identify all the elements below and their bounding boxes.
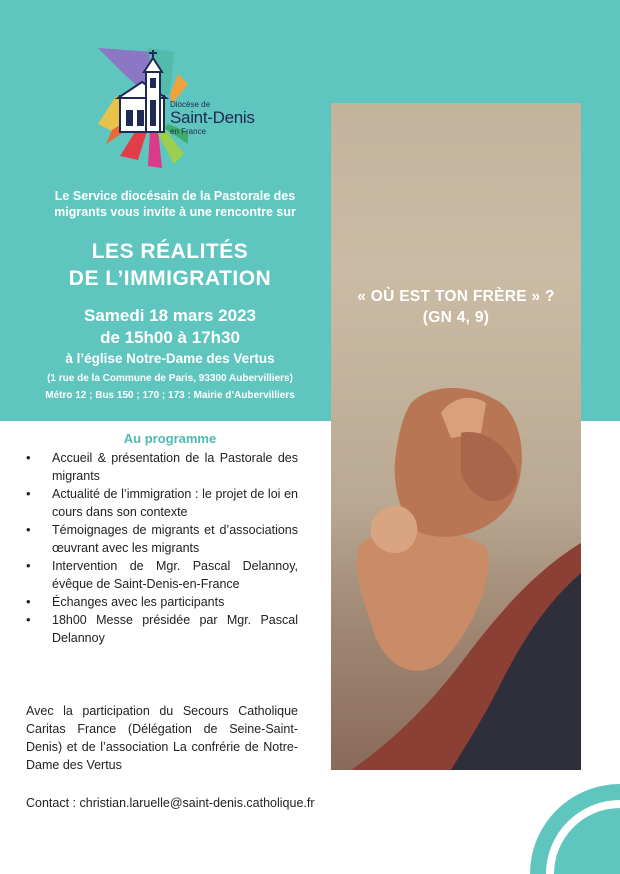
clasped-hands-photo	[331, 103, 581, 770]
event-transport: Métro 12 ; Bus 150 ; 170 ; 173 : Mairie d’Aubervilliers	[45, 390, 295, 401]
partners-text: Avec la participation du Secours Catholique Caritas France (Délégation de Seine-Saint-Denis) et de l’association La confrérie de Notre-Dame des Vertus	[26, 704, 298, 772]
corner-decoration	[520, 776, 620, 874]
bible-quote	[331, 286, 581, 328]
logo-line-2: Saint-Denis	[170, 108, 255, 127]
program-heading: Au programme	[123, 431, 217, 446]
diocese-logo-text	[170, 100, 255, 136]
event-time: de 15h00 à 17h30	[100, 328, 240, 347]
contact-line[interactable]: Contact : christian.laruelle@saint-denis.catholique.fr	[26, 796, 315, 810]
program-item: • 18h00 Messe présidée par Mgr. Pascal Delannoy	[26, 611, 298, 647]
logo-line-1: Diocèse de	[170, 100, 211, 109]
quote-line-2: (GN 4, 9)	[422, 309, 490, 326]
event-address: (1 rue de la Commune de Paris, 93300 Aubervilliers)	[47, 373, 293, 384]
title-line-2: DE L’IMMIGRATION	[68, 267, 272, 290]
quote-line-1: « OÙ EST TON FRÈRE » ?	[357, 288, 555, 305]
program-item: • Accueil & présentation de la Pastorale des migrants	[26, 449, 298, 485]
event-place: à l’église Notre-Dame des Vertus	[65, 351, 275, 366]
event-details	[20, 305, 320, 405]
program-item: • Témoignages de migrants et d’associations œuvrant avec les migrants	[26, 521, 298, 557]
hands-illustration	[331, 103, 581, 770]
intro-text: Le Service diocésain de la Pastorale des migrants vous invite à une rencontre sur	[54, 189, 296, 219]
program-item: • Actualité de l’immigration : le projet de loi en cours dans son contexte	[26, 485, 298, 521]
logo-line-3: en France	[170, 127, 207, 136]
event-title	[20, 238, 320, 292]
title-line-1: LES RÉALITÉS	[91, 240, 249, 263]
program-list	[26, 449, 298, 647]
program-item: • Échanges avec les participants	[26, 593, 298, 611]
event-date: Samedi 18 mars 2023	[83, 306, 256, 325]
program-item: • Intervention de Mgr. Pascal Delannoy, évêque de Saint-Denis-en-France	[26, 557, 298, 593]
